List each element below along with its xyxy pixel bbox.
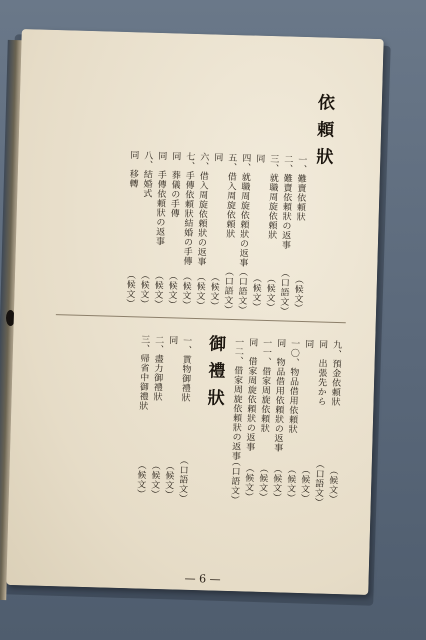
section-divider [56,314,346,323]
toc-entry: 同 移轉 [127,150,139,189]
toc-entry: 七、手傳依頼狀結婚の手傳 [181,151,195,266]
toc-ref: （候文） [166,271,178,310]
toc-ref: （候文） [124,270,136,309]
section-heading-irai: 依頼狀 [311,93,335,175]
toc-entry: 三、帰省中御禮狀 [137,334,150,411]
toc-ref: （口語文） [235,267,248,315]
toc-entry: 同 手傳依頼狀の返事 [153,150,167,247]
toc-ref: （候文） [242,463,254,502]
toc-ref: （候文） [256,463,268,503]
toc-entry: 一、難賣依頼狀 [294,154,307,222]
toc-ref: （候文） [152,270,164,310]
toc-entry: 同 物品借用依頼狀の返事 [272,338,286,453]
toc-entry: 一、貰物御禮狀 [179,335,192,403]
toc-entry: 同 出張先から [315,339,328,407]
toc-ref: （候文） [148,460,160,500]
toc-entry: 同 借家周旋依頼狀の返事 [244,337,258,452]
toc-entry: 同 [212,152,223,163]
toc-entry: 同 葬儀の手傳 [168,151,181,219]
toc-ref: （口語文） [312,459,324,508]
toc-ref: （口語文） [176,455,188,504]
toc-ref: （候文） [250,273,262,312]
page-number: — 6 — [184,571,221,586]
toc-entry: 一一、借家周旋依頼狀 [258,337,272,434]
toc-ref: （口語文） [277,268,290,317]
toc-ref: （候文） [138,270,150,309]
toc-entry: 同 [254,153,265,164]
toc-entry: 三、就職周旋依頼狀 [266,153,279,240]
toc-entry: 一〇、物品借用依頼狀 [286,338,300,434]
book-page [6,29,383,595]
section-heading-orei: 御禮狀 [203,334,226,416]
toc-ref: （候文） [134,460,146,499]
toc-ref: （候文） [194,271,206,311]
toc-ref: （候文） [292,274,304,313]
toc-entry: 四、就職周旋依頼狀の返事 [237,153,251,268]
toc-ref: （候文） [180,271,192,310]
toc-entry: 五、借入周旋依頼狀 [224,152,237,239]
toc-entry: 八、結婚式 [141,150,153,199]
toc-entry: 同 [303,339,314,349]
toc-entry: 二、盡力御禮狀 [151,334,164,402]
toc-ref: （口語文） [228,457,240,505]
toc-entry: 六、借入周旋依頼狀の返事 [195,152,209,267]
toc-ref: （候文） [284,464,296,503]
toc-ref: （候文） [270,464,282,503]
toc-entry: 同 [167,335,178,346]
toc-ref: （候文） [162,461,174,500]
toc-ref: （候文） [298,464,310,504]
toc-entry: 九、預金依頼狀 [329,339,342,407]
toc-ref: （候文） [264,273,276,313]
toc-entry: 一二、借家周旋依頼狀の返事 [229,337,244,461]
toc-ref: （口語文） [221,266,234,315]
toc-entry: 二、難賣依頼狀の返事 [279,154,293,250]
toc-ref: （候文） [326,465,338,505]
toc-ref: （候文） [208,272,220,311]
